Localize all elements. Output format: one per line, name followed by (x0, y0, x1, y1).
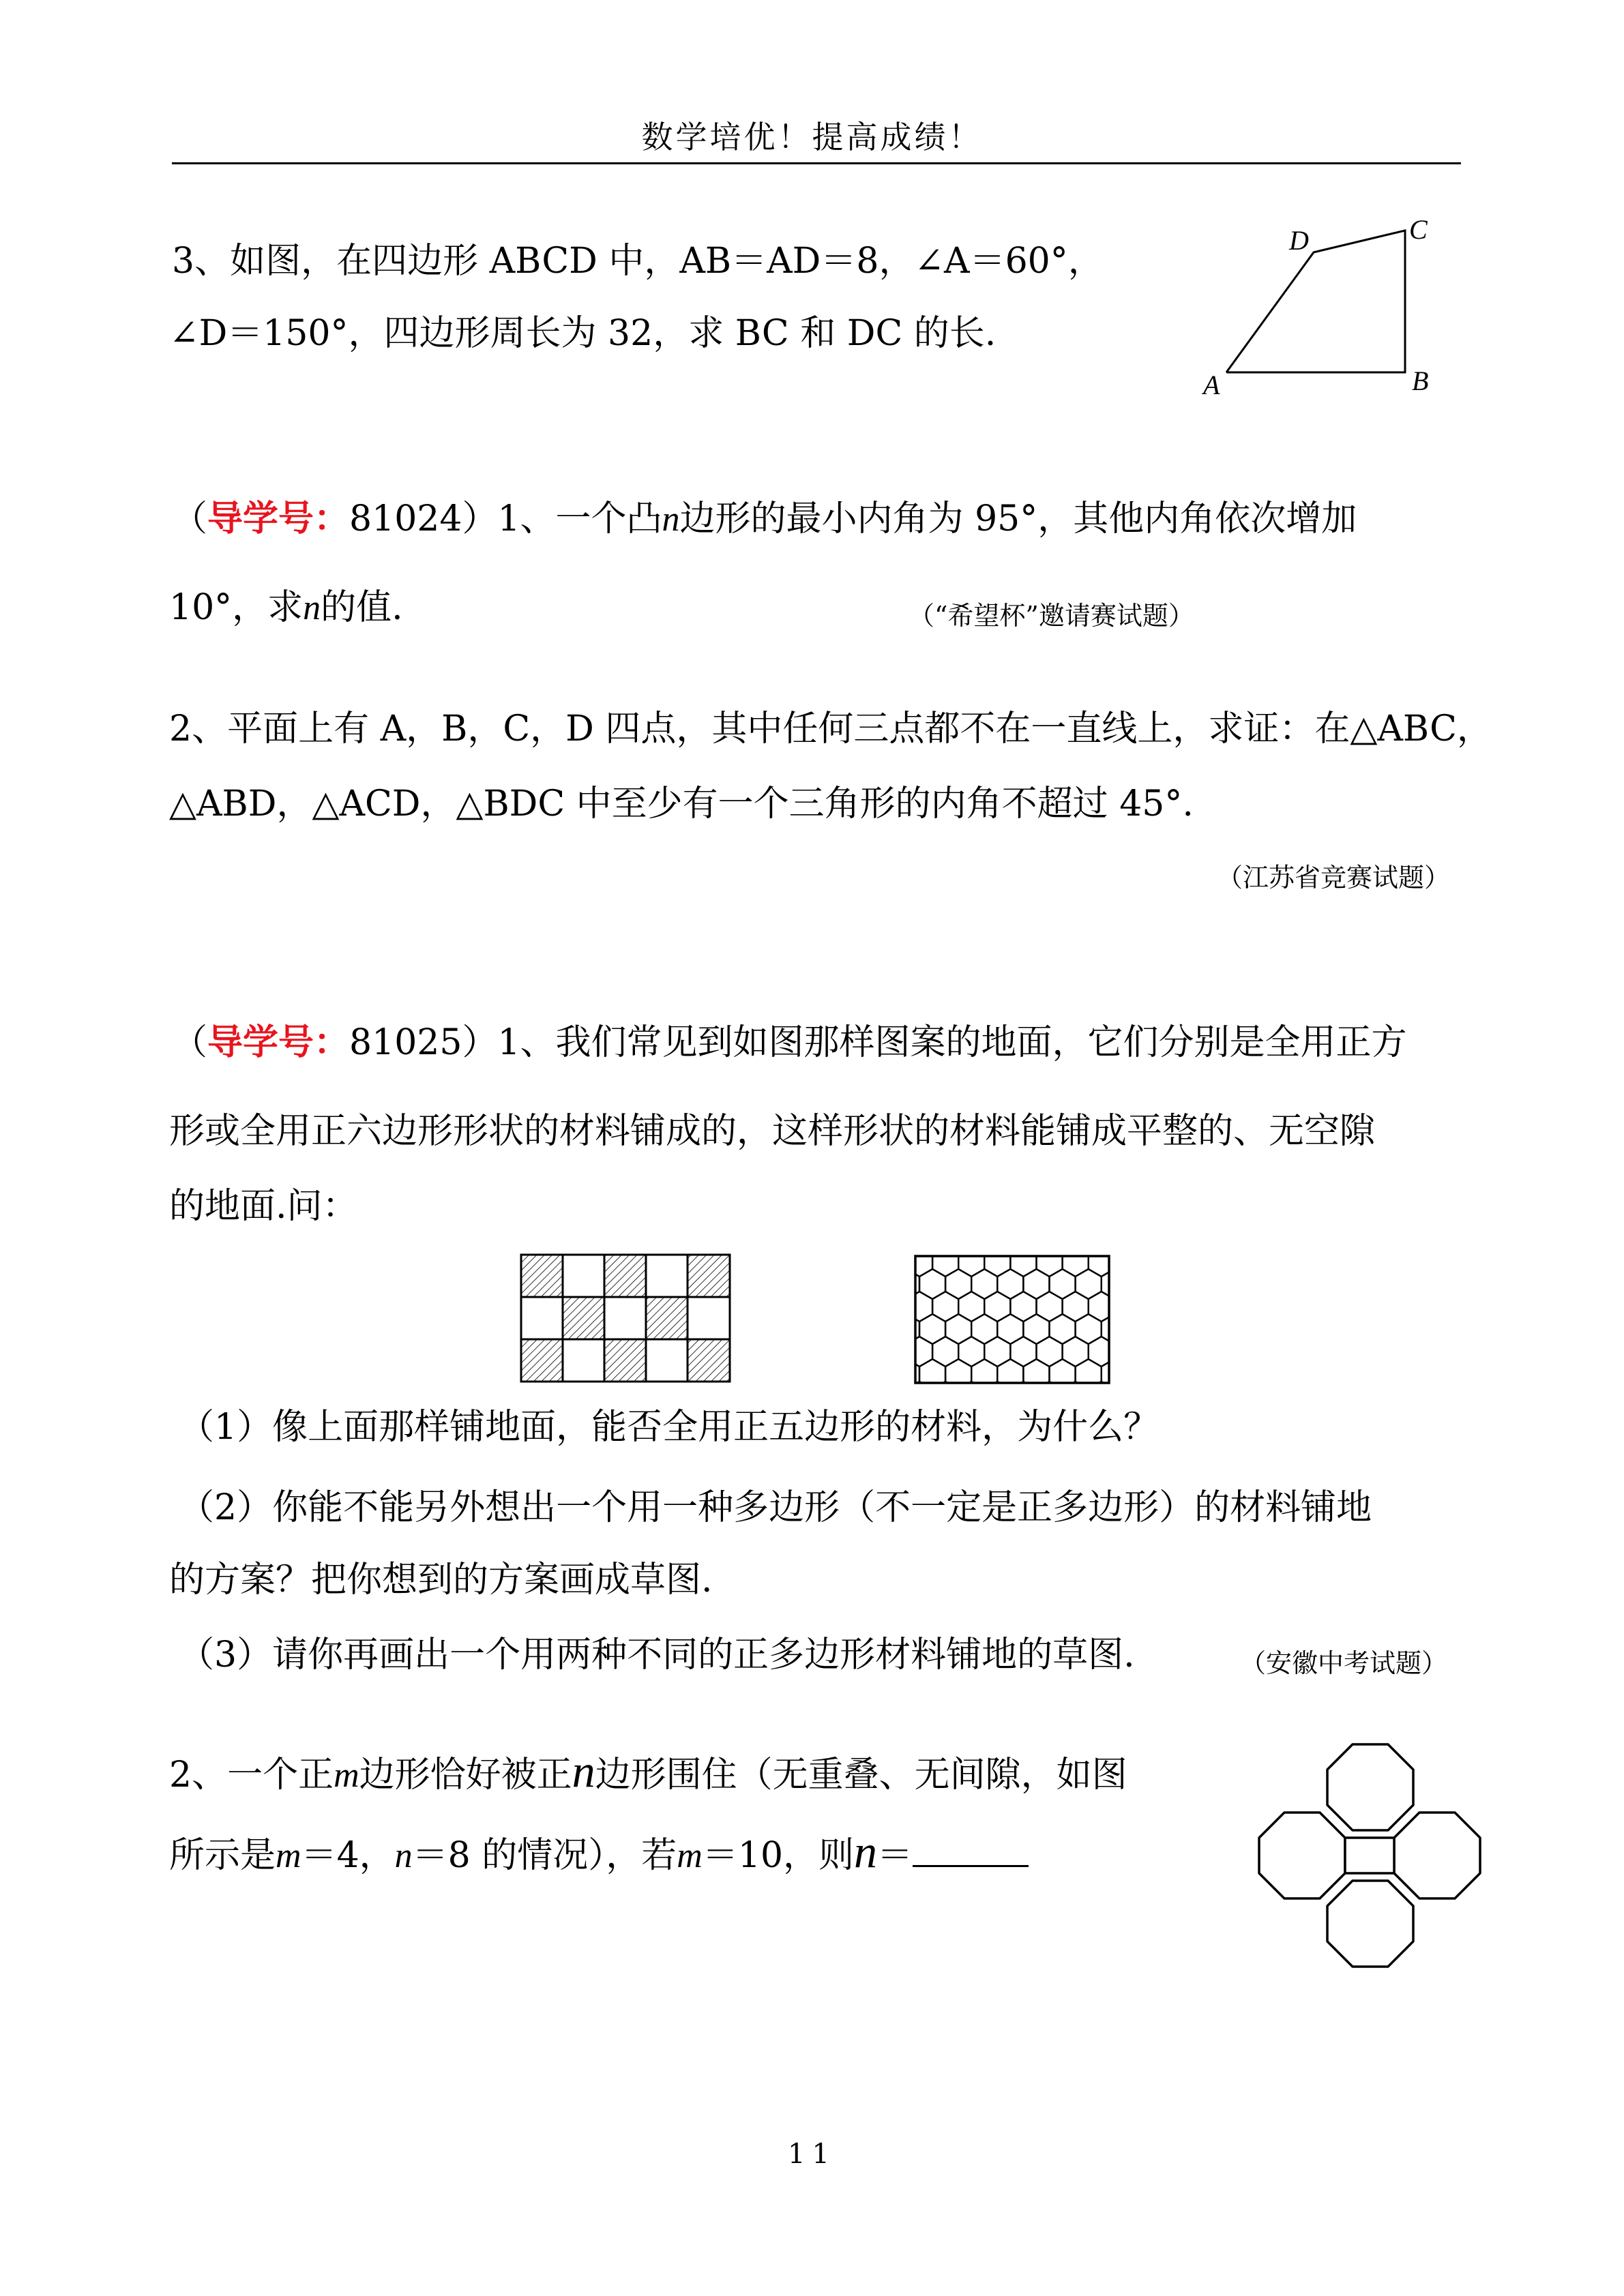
center-square (1345, 1838, 1394, 1873)
quadrilateral-outline (1226, 230, 1405, 372)
hexagon-tile (1140, 1337, 1166, 1367)
hexagon-tile (894, 1224, 919, 1254)
guide-tag-81025: 导学号： (207, 1022, 350, 1063)
vertex-label-d: D (1289, 225, 1309, 256)
hexagon-tile (1076, 1359, 1102, 1389)
hexagon-tile (1127, 1359, 1153, 1389)
hexagon-tile (1127, 1224, 1153, 1254)
vertex-label-b: B (1412, 366, 1429, 396)
hexagon-tile (1023, 1224, 1049, 1254)
hexagon-tile (1102, 1359, 1127, 1389)
g81025-sub3: （3）请你再画出一个用两种不同的正多边形材料铺地的草图. (179, 1635, 1135, 1675)
hexagon-tile (1153, 1269, 1179, 1299)
g81025-q2-line1: 2、一个正m边形恰好被正n边形围住（无重叠、无间隙，如图 (169, 1745, 1127, 1797)
hexagon-tile (1050, 1224, 1076, 1254)
hexagon-tile (1127, 1269, 1153, 1299)
g81025-q1-line3: 的地面.问： (169, 1186, 358, 1227)
hexagon-tile (1153, 1359, 1179, 1389)
header-rule (172, 162, 1461, 164)
g81025-sub3-source: （安徽中考试题） (1240, 1648, 1448, 1678)
page-number: 11 (788, 2138, 836, 2170)
q3-line2: ∠D＝150°，四边形周长为 32，求 BC 和 DC 的长. (169, 313, 996, 354)
octagon-top (1327, 1744, 1413, 1830)
g81024-q2-line2: △ABD，△ACD，△BDC 中至少有一个三角形的内角不超过 45°. (169, 784, 1194, 824)
g81024-q1-line2: 10°，求n的值. (169, 587, 403, 628)
hexagon-tile (1023, 1359, 1049, 1389)
hexagon-tile (1153, 1224, 1179, 1254)
hexagon-tile (1114, 1247, 1140, 1277)
hexagon-tiling-figure (915, 1256, 1109, 1383)
vertex-label-c: C (1409, 214, 1428, 245)
quadrilateral-abcd-figure (1200, 211, 1446, 400)
hexagon-tile (945, 1224, 971, 1254)
octagon-right (1394, 1813, 1480, 1898)
hexagon-tile (971, 1359, 997, 1389)
hexagon-tile (997, 1224, 1023, 1254)
g81025-q1-line2: 形或全用正六边形形状的材料铺成的，这样形状的材料能铺成平整的、无空隙 (169, 1111, 1376, 1152)
hexagon-tile (971, 1224, 997, 1254)
g81024-q1-line1: （导学号：81024）1、一个凸n边形的最小内角为 95°，其他内角依次增加 (172, 498, 1357, 539)
hexagon-tile (1140, 1292, 1166, 1322)
hexagon-tile (919, 1224, 945, 1254)
g81025-sub2-line2: 的方案？把你想到的方案画成草图. (169, 1560, 713, 1600)
g81024-q2-source: （江苏省竞赛试题） (1217, 863, 1451, 893)
octagon-left (1259, 1813, 1345, 1898)
hexagon-tile (1153, 1314, 1179, 1344)
page-header-title: 数学培优！提高成绩！ (641, 119, 983, 155)
hexagon-tile (881, 1337, 906, 1367)
hexagon-tile (1076, 1224, 1102, 1254)
g81025-q1-line1: （导学号：81025）1、我们常见到如图那样图案的地面，它们分别是全用正方 (172, 1022, 1407, 1063)
hexagon-tile (881, 1247, 906, 1277)
octagon-bottom (1327, 1881, 1413, 1967)
square-tiling-figure (521, 1255, 730, 1382)
vertex-label-a: A (1203, 370, 1220, 400)
g81025-q2-line2: 所示是m＝4，n＝8 的情况），若m＝10，则n＝ (169, 1830, 1029, 1877)
g81024-q1-source: （“希望杯”邀请赛试题） (909, 601, 1194, 631)
g81024-q2-line1: 2、平面上有 A，B，C，D 四点，其中任何三点都不在一直线上，求证：在△ABC， (169, 709, 1492, 749)
hatched-squares (521, 1255, 730, 1382)
hexagon-tile (1127, 1314, 1153, 1344)
q3-line1: 3、如图，在四边形 ABCD 中，AB＝AD＝8，∠A＝60°， (172, 241, 1104, 282)
hexagon-tile (919, 1359, 945, 1389)
g81025-sub2-line1: （2）你能不能另外想出一个用一种多边形（不一定是正多边形）的材料铺地 (179, 1487, 1372, 1528)
hexagon-tile (1102, 1224, 1127, 1254)
hexagon-tile (1140, 1247, 1166, 1277)
hexagon-tile (997, 1359, 1023, 1389)
g81025-sub1: （1）像上面那样铺地面，能否全用正五边形的材料，为什么？ (179, 1407, 1160, 1448)
octagon-square-figure (1259, 1744, 1480, 1969)
hexagon-tile (945, 1359, 971, 1389)
guide-tag-81024: 导学号： (207, 498, 350, 539)
hexagon-tile (1114, 1337, 1140, 1367)
answer-blank (913, 1832, 1029, 1867)
hexagon-tile (1114, 1292, 1140, 1322)
hexagon-tile (1050, 1359, 1076, 1389)
hexagon-tile (881, 1292, 906, 1322)
